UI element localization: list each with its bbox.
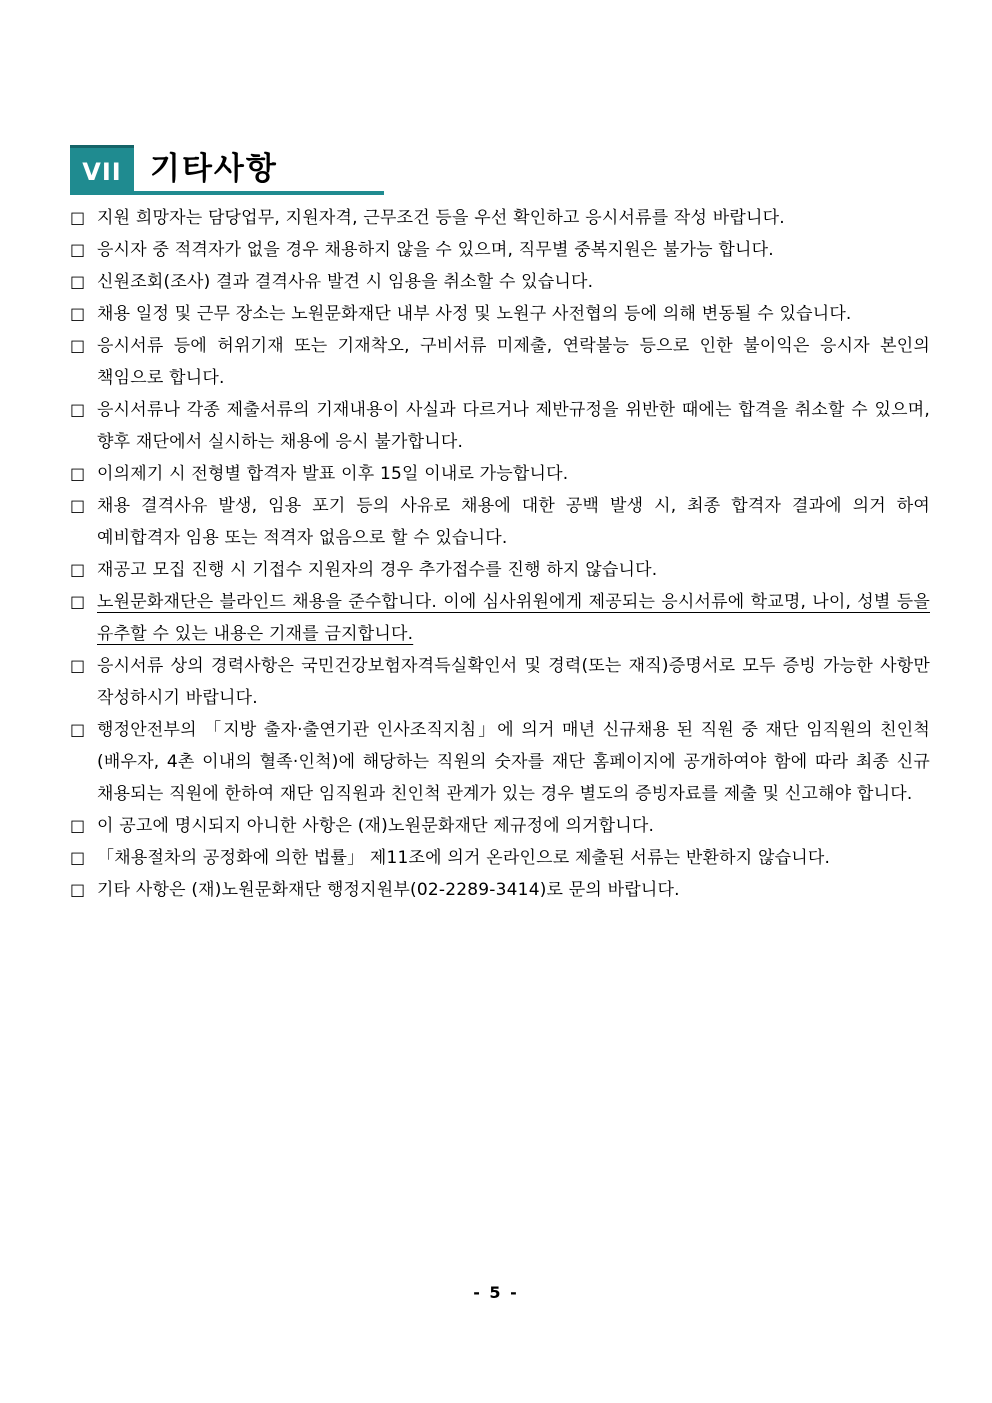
item-text: 재공고 모집 진행 시 기접수 지원자의 경우 추가접수를 진행 하지 않습니다. bbox=[97, 560, 658, 580]
checkbox-icon: □ bbox=[70, 656, 86, 675]
list-item bbox=[70, 842, 930, 874]
item-text: 응시서류 상의 경력사항은 국민건강보험자격득실확인서 및 경력(또는 재직)증명서로 모두 증빙 가능한 사항만 작성하시기 바랍니다. bbox=[97, 656, 930, 708]
section-number-badge: VII bbox=[70, 145, 134, 195]
list-item bbox=[70, 458, 930, 490]
item-text: 이의제기 시 전형별 합격자 발표 이후 15일 이내로 가능합니다. bbox=[97, 464, 569, 484]
items-list bbox=[70, 202, 930, 906]
checkbox-icon: □ bbox=[70, 336, 86, 355]
checkbox-icon: □ bbox=[70, 400, 86, 419]
item-text: 「채용절차의 공정화에 의한 법률」 제11조에 의거 온라인으로 제출된 서류는 반환하지 않습니다. bbox=[97, 848, 831, 868]
checkbox-icon: □ bbox=[70, 208, 86, 227]
checkbox-icon: □ bbox=[70, 848, 86, 867]
checkbox-icon: □ bbox=[70, 496, 86, 515]
item-text: 행정안전부의 「지방 출자·출연기관 인사조직지침」에 의거 매년 신규채용 된 직원 중 재단 임직원의 친인척(배우자, 4촌 이내의 혈족·인척)에 해당하는 직원의 숫자를 재단 홈페이지에 공개하여야 함에 따라 최종 신규 채용되는 직원에 한하여 재단 임직원과 친인척 관계가 있는 경우 별도의 증빙자료를 제출 및 신고해야 합니다. bbox=[97, 720, 930, 804]
item-text: 채용 일정 및 근무 장소는 노원문화재단 내부 사정 및 노원구 사전협의 등에 의해 변동될 수 있습니다. bbox=[97, 304, 852, 324]
list-item bbox=[70, 234, 930, 266]
checkbox-icon: □ bbox=[70, 240, 86, 259]
page-number: - 5 - bbox=[473, 1283, 519, 1302]
section-header bbox=[70, 145, 384, 195]
list-item bbox=[70, 330, 930, 394]
item-text: 이 공고에 명시되지 아니한 사항은 (재)노원문화재단 제규정에 의거합니다. bbox=[97, 816, 655, 836]
checkbox-icon: □ bbox=[70, 272, 86, 291]
checkbox-icon: □ bbox=[70, 304, 86, 323]
list-item bbox=[70, 554, 930, 586]
list-item bbox=[70, 298, 930, 330]
list-item bbox=[70, 586, 930, 650]
item-text: 신원조회(조사) 결과 결격사유 발견 시 임용을 취소할 수 있습니다. bbox=[97, 272, 594, 292]
list-item bbox=[70, 266, 930, 298]
section-title: 기타사항 bbox=[150, 150, 278, 187]
list-item bbox=[70, 650, 930, 714]
item-text: 응시서류 등에 허위기재 또는 기재착오, 구비서류 미제출, 연락불능 등으로 인한 불이익은 응시자 본인의 책임으로 합니다. bbox=[97, 336, 930, 388]
checkbox-icon: □ bbox=[70, 720, 86, 739]
item-text: 지원 희망자는 담당업무, 지원자격, 근무조건 등을 우선 확인하고 응시서류를 작성 바랍니다. bbox=[97, 208, 785, 228]
list-item bbox=[70, 394, 930, 458]
checkbox-icon: □ bbox=[70, 560, 86, 579]
checkbox-icon: □ bbox=[70, 816, 86, 835]
item-text: 응시서류나 각종 제출서류의 기재내용이 사실과 다르거나 제반규정을 위반한 때에는 합격을 취소할 수 있으며, 향후 재단에서 실시하는 채용에 응시 불가합니다. bbox=[97, 400, 930, 452]
checkbox-icon: □ bbox=[70, 464, 86, 483]
item-text: 채용 결격사유 발생, 임용 포기 등의 사유로 채용에 대한 공백 발생 시, 최종 합격자 결과에 의거 하여 예비합격자 임용 또는 적격자 없음으로 할 수 있습니다. bbox=[97, 496, 930, 548]
list-item bbox=[70, 874, 930, 906]
item-text: 기타 사항은 (재)노원문화재단 행정지원부(02-2289-3414)로 문의 바랍니다. bbox=[97, 880, 680, 900]
item-text: 응시자 중 적격자가 없을 경우 채용하지 않을 수 있으며, 직무별 중복지원은 불가능 합니다. bbox=[97, 240, 774, 260]
checkbox-icon: □ bbox=[70, 880, 86, 899]
list-item bbox=[70, 202, 930, 234]
list-item bbox=[70, 490, 930, 554]
item-text: 노원문화재단은 블라인드 채용을 준수합니다. 이에 심사위원에게 제공되는 응시서류에 학교명, 나이, 성별 등을 유추할 수 있는 내용은 기재를 금지합니다. bbox=[97, 592, 930, 644]
list-item bbox=[70, 714, 930, 810]
section-title-underline bbox=[134, 145, 384, 195]
list-item bbox=[70, 810, 930, 842]
checkbox-icon: □ bbox=[70, 592, 86, 611]
